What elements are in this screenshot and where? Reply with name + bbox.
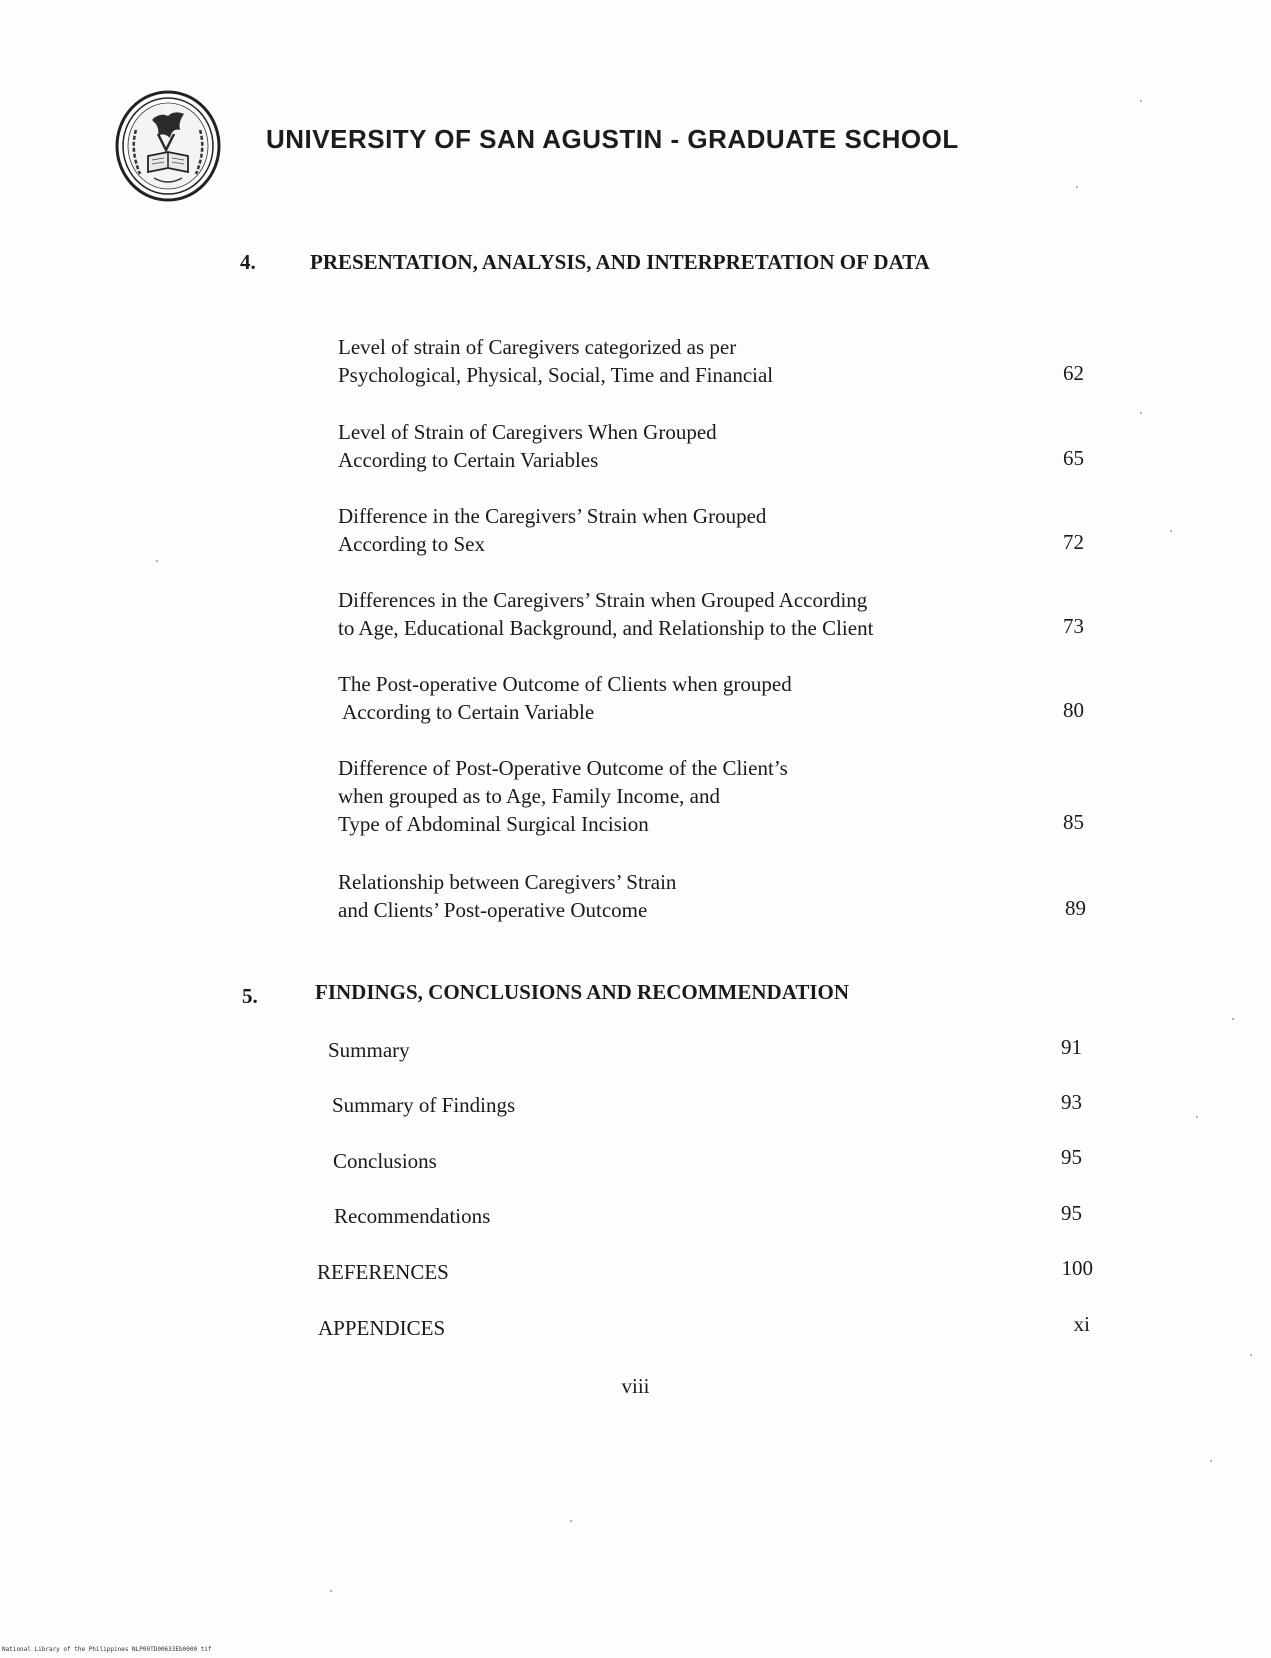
toc-entry-line: Level of strain of Caregivers categorized as per [338, 335, 737, 359]
scan-speck [1250, 1354, 1252, 1356]
toc-entry[interactable] [338, 754, 788, 838]
toc-entry-line: Psychological, Physical, Social, Time and Financial [338, 363, 774, 387]
toc-entry-summary[interactable]: Summary [328, 1038, 410, 1062]
toc-entry-summary-of-findings[interactable]: Summary of Findings [332, 1093, 516, 1117]
toc-page-number: 80 [1063, 698, 1084, 722]
chapter-4-number: 4. [240, 250, 256, 274]
scan-speck [1140, 412, 1142, 414]
toc-page-number: 95 [1061, 1145, 1082, 1169]
chapter-5-number: 5. [242, 984, 258, 1008]
toc-entry-line: Level of Strain of Caregivers When Grouped [338, 420, 717, 444]
toc-entry-line: According to Sex [338, 532, 485, 556]
toc-entry-line: The Post-operative Outcome of Clients when grouped [338, 672, 792, 696]
toc-entry[interactable] [338, 670, 792, 726]
scan-speck [1210, 1460, 1212, 1462]
toc-entry[interactable] [338, 333, 773, 389]
toc-entry-line: to Age, Educational Background, and Relationship to the Client [338, 616, 874, 640]
toc-entry-references[interactable]: REFERENCES [317, 1260, 449, 1284]
toc-entry[interactable] [338, 418, 717, 474]
toc-entry-line: Difference in the Caregivers’ Strain when Grouped [338, 504, 767, 528]
toc-entry-line: According to Certain Variables [338, 448, 599, 472]
scan-speck [1196, 1116, 1198, 1118]
toc-entry-appendices[interactable]: APPENDICES [318, 1316, 446, 1340]
toc-page-number: 72 [1063, 530, 1084, 554]
toc-entry-line: Type of Abdominal Surgical Incision [338, 812, 649, 836]
toc-page-number: xi [1073, 1312, 1090, 1336]
scan-speck [156, 560, 158, 562]
toc-entry-line: Relationship between Caregivers’ Strain [338, 870, 677, 894]
toc-page-number: 85 [1063, 810, 1084, 834]
toc-entry-line: According to Certain Variable [338, 700, 595, 724]
toc-page-number: 62 [1063, 361, 1084, 385]
scan-footer-tag: National Library of the Philippines NLP00TD00633Eb0000 tif [2, 1646, 212, 1653]
toc-entry[interactable] [338, 502, 766, 558]
toc-entry-line: Difference of Post-Operative Outcome of the Client’s [338, 756, 788, 780]
scan-speck [1170, 530, 1172, 532]
toc-page-number: 91 [1061, 1035, 1082, 1059]
page-folio: viii [621, 1374, 650, 1398]
scan-speck [570, 1520, 572, 1522]
chapter-4-title: PRESENTATION, ANALYSIS, AND INTERPRETATION OF DATA [310, 250, 930, 274]
toc-page-number: 93 [1061, 1090, 1082, 1114]
toc-entry-line: and Clients’ Post-operative Outcome [338, 898, 648, 922]
toc-entry-line: when grouped as to Age, Family Income, and [338, 784, 720, 808]
scan-speck [1140, 100, 1142, 102]
university-seal-icon [114, 90, 222, 202]
toc-entry-recommendations[interactable]: Recommendations [334, 1204, 491, 1228]
scan-speck [330, 1590, 332, 1592]
toc-page-number: 89 [1065, 896, 1086, 920]
scan-speck [1076, 186, 1078, 188]
toc-entry[interactable] [338, 868, 676, 924]
university-title: UNIVERSITY OF SAN AGUSTIN - GRADUATE SCHOOL [266, 124, 959, 154]
toc-page-number: 95 [1061, 1201, 1082, 1225]
toc-entry-conclusions[interactable]: Conclusions [333, 1149, 437, 1173]
chapter-5-title: FINDINGS, CONCLUSIONS AND RECOMMENDATION [315, 980, 849, 1004]
toc-entry-line: Differences in the Caregivers’ Strain when Grouped According [338, 588, 868, 612]
scan-speck [1232, 1018, 1234, 1020]
toc-page-number: 100 [1061, 1256, 1093, 1280]
toc-entry[interactable] [338, 586, 873, 642]
toc-page-number: 65 [1063, 446, 1084, 470]
toc-page-number: 73 [1063, 614, 1084, 638]
